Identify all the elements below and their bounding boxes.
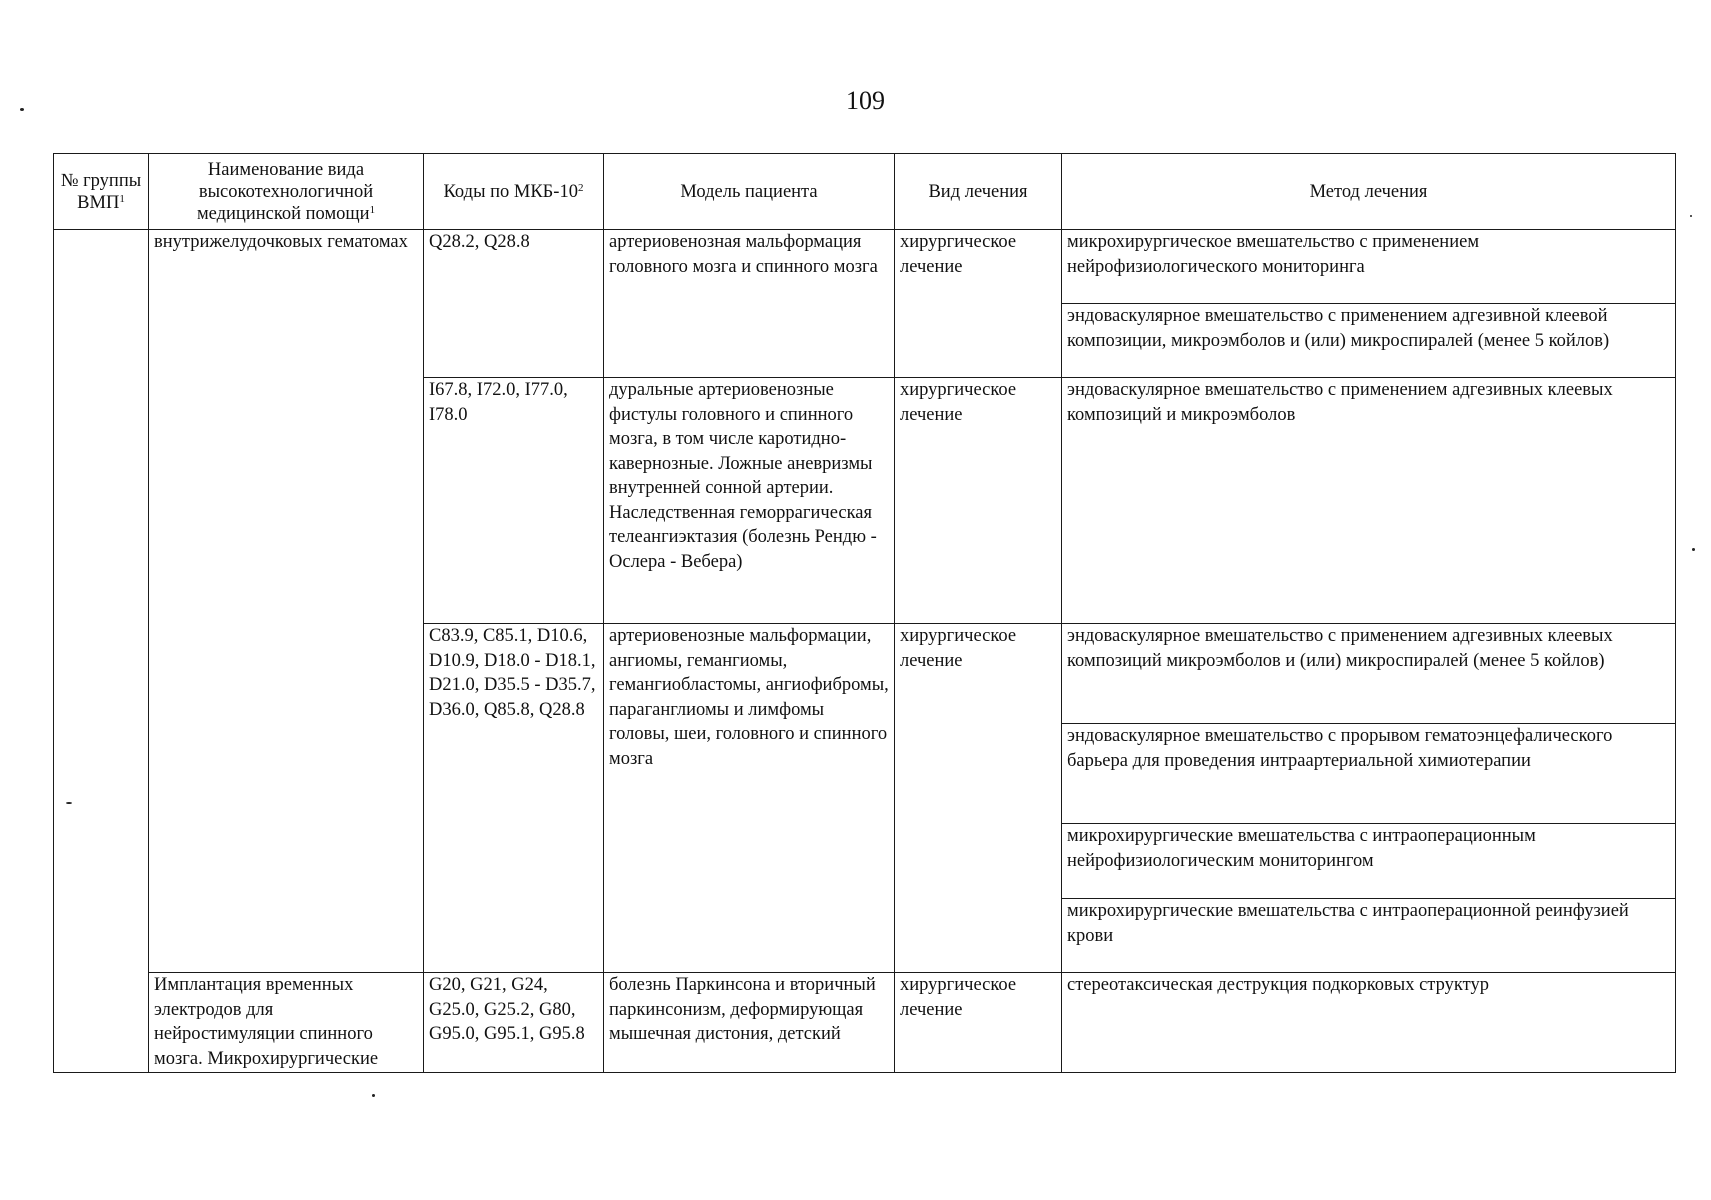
patient-model-cell: дуральные артериовенозные фистулы головного и спинного мозга, в том числе каротидно-кавернозные. Ложные аневризмы внутренней сонной артерии. Наследственная геморрагическая телеангиэктазия (болезнь Рендю - Ослера - Вебера) xyxy=(604,378,895,624)
table-row xyxy=(54,973,1676,1073)
patient-model-cell: болезнь Паркинсона и вторичный паркинсонизм, деформирующая мышечная дистония, детский xyxy=(604,973,895,1073)
method-cell: эндоваскулярное вмешательство с применением адгезивной клеевой композиции, микроэмболов и (или) микроспиралей (менее 5 койлов) xyxy=(1062,304,1676,378)
method-cell: эндоваскулярное вмешательство с применением адгезивных клеевых композиций и микроэмболов xyxy=(1062,378,1676,624)
scan-speck xyxy=(372,1094,375,1097)
codes-cell: G20, G21, G24, G25.0, G25.2, G80, G95.0, G95.1, G95.8 xyxy=(424,973,604,1073)
method-cell: микрохирургическое вмешательство с применением нейрофизиологического мониторинга xyxy=(1062,230,1676,304)
treatment-type-cell: хирургическое лечение xyxy=(895,973,1062,1073)
scan-speck xyxy=(1690,215,1692,217)
method-cell: микрохирургические вмешательства с интраоперационным нейрофизиологическим мониторингом xyxy=(1062,824,1676,899)
codes-cell: Q28.2, Q28.8 xyxy=(424,230,604,378)
group-no-cell xyxy=(54,230,149,1073)
treatment-type-cell: хирургическое лечение xyxy=(895,378,1062,624)
header-codes: Коды по МКБ-$10^2$ xyxy=(424,154,604,230)
header-name: Наименование вида высокотехнологичной медицинской помощи$^1$ xyxy=(149,154,424,230)
scan-speck xyxy=(20,108,24,111)
scan-speck xyxy=(1692,548,1695,551)
codes-cell: I67.8, I72.0, I77.0, I78.0 xyxy=(424,378,604,624)
method-cell: стереотаксическая деструкция подкорковых структур xyxy=(1062,973,1676,1073)
table-row xyxy=(54,230,1676,304)
patient-model-cell: артериовенозные мальформации, ангиомы, гемангиомы, гемангиобластомы, ангиофибромы, параганглиомы и лимфомы головы, шеи, головного и спинного мозга xyxy=(604,624,895,973)
patient-model-cell: артериовенозная мальформация головного мозга и спинного мозга xyxy=(604,230,895,378)
treatment-type-cell: хирургическое лечение xyxy=(895,230,1062,378)
header-group-no: № группы ВМП$^1$ xyxy=(54,154,149,230)
vmp-table xyxy=(53,153,1676,1073)
method-cell: микрохирургические вмешательства с интраоперационной реинфузией крови xyxy=(1062,899,1676,973)
header-treatment-type: Вид лечения xyxy=(895,154,1062,230)
page-number: 109 xyxy=(846,86,885,115)
treatment-type-cell: хирургическое лечение xyxy=(895,624,1062,973)
method-cell: эндоваскулярное вмешательство с прорывом гематоэнцефалического барьера для проведения интраартериальной химиотерапии xyxy=(1062,724,1676,824)
table-header-row xyxy=(54,154,1676,230)
header-patient-model: Модель пациента xyxy=(604,154,895,230)
codes-cell: C83.9, C85.1, D10.6, D10.9, D18.0 - D18.1, D21.0, D35.5 - D35.7, D36.0, Q85.8, Q28.8 xyxy=(424,624,604,973)
method-cell: эндоваскулярное вмешательство с применением адгезивных клеевых композиций микроэмболов и (или) микроспиралей (менее 5 койлов) xyxy=(1062,624,1676,724)
name-cell: Имплантация временных электродов для нейростимуляции спинного мозга. Микрохирургические xyxy=(149,973,424,1073)
name-cell: внутрижелудочковых гематомах xyxy=(149,230,424,973)
header-method: Метод лечения xyxy=(1062,154,1676,230)
